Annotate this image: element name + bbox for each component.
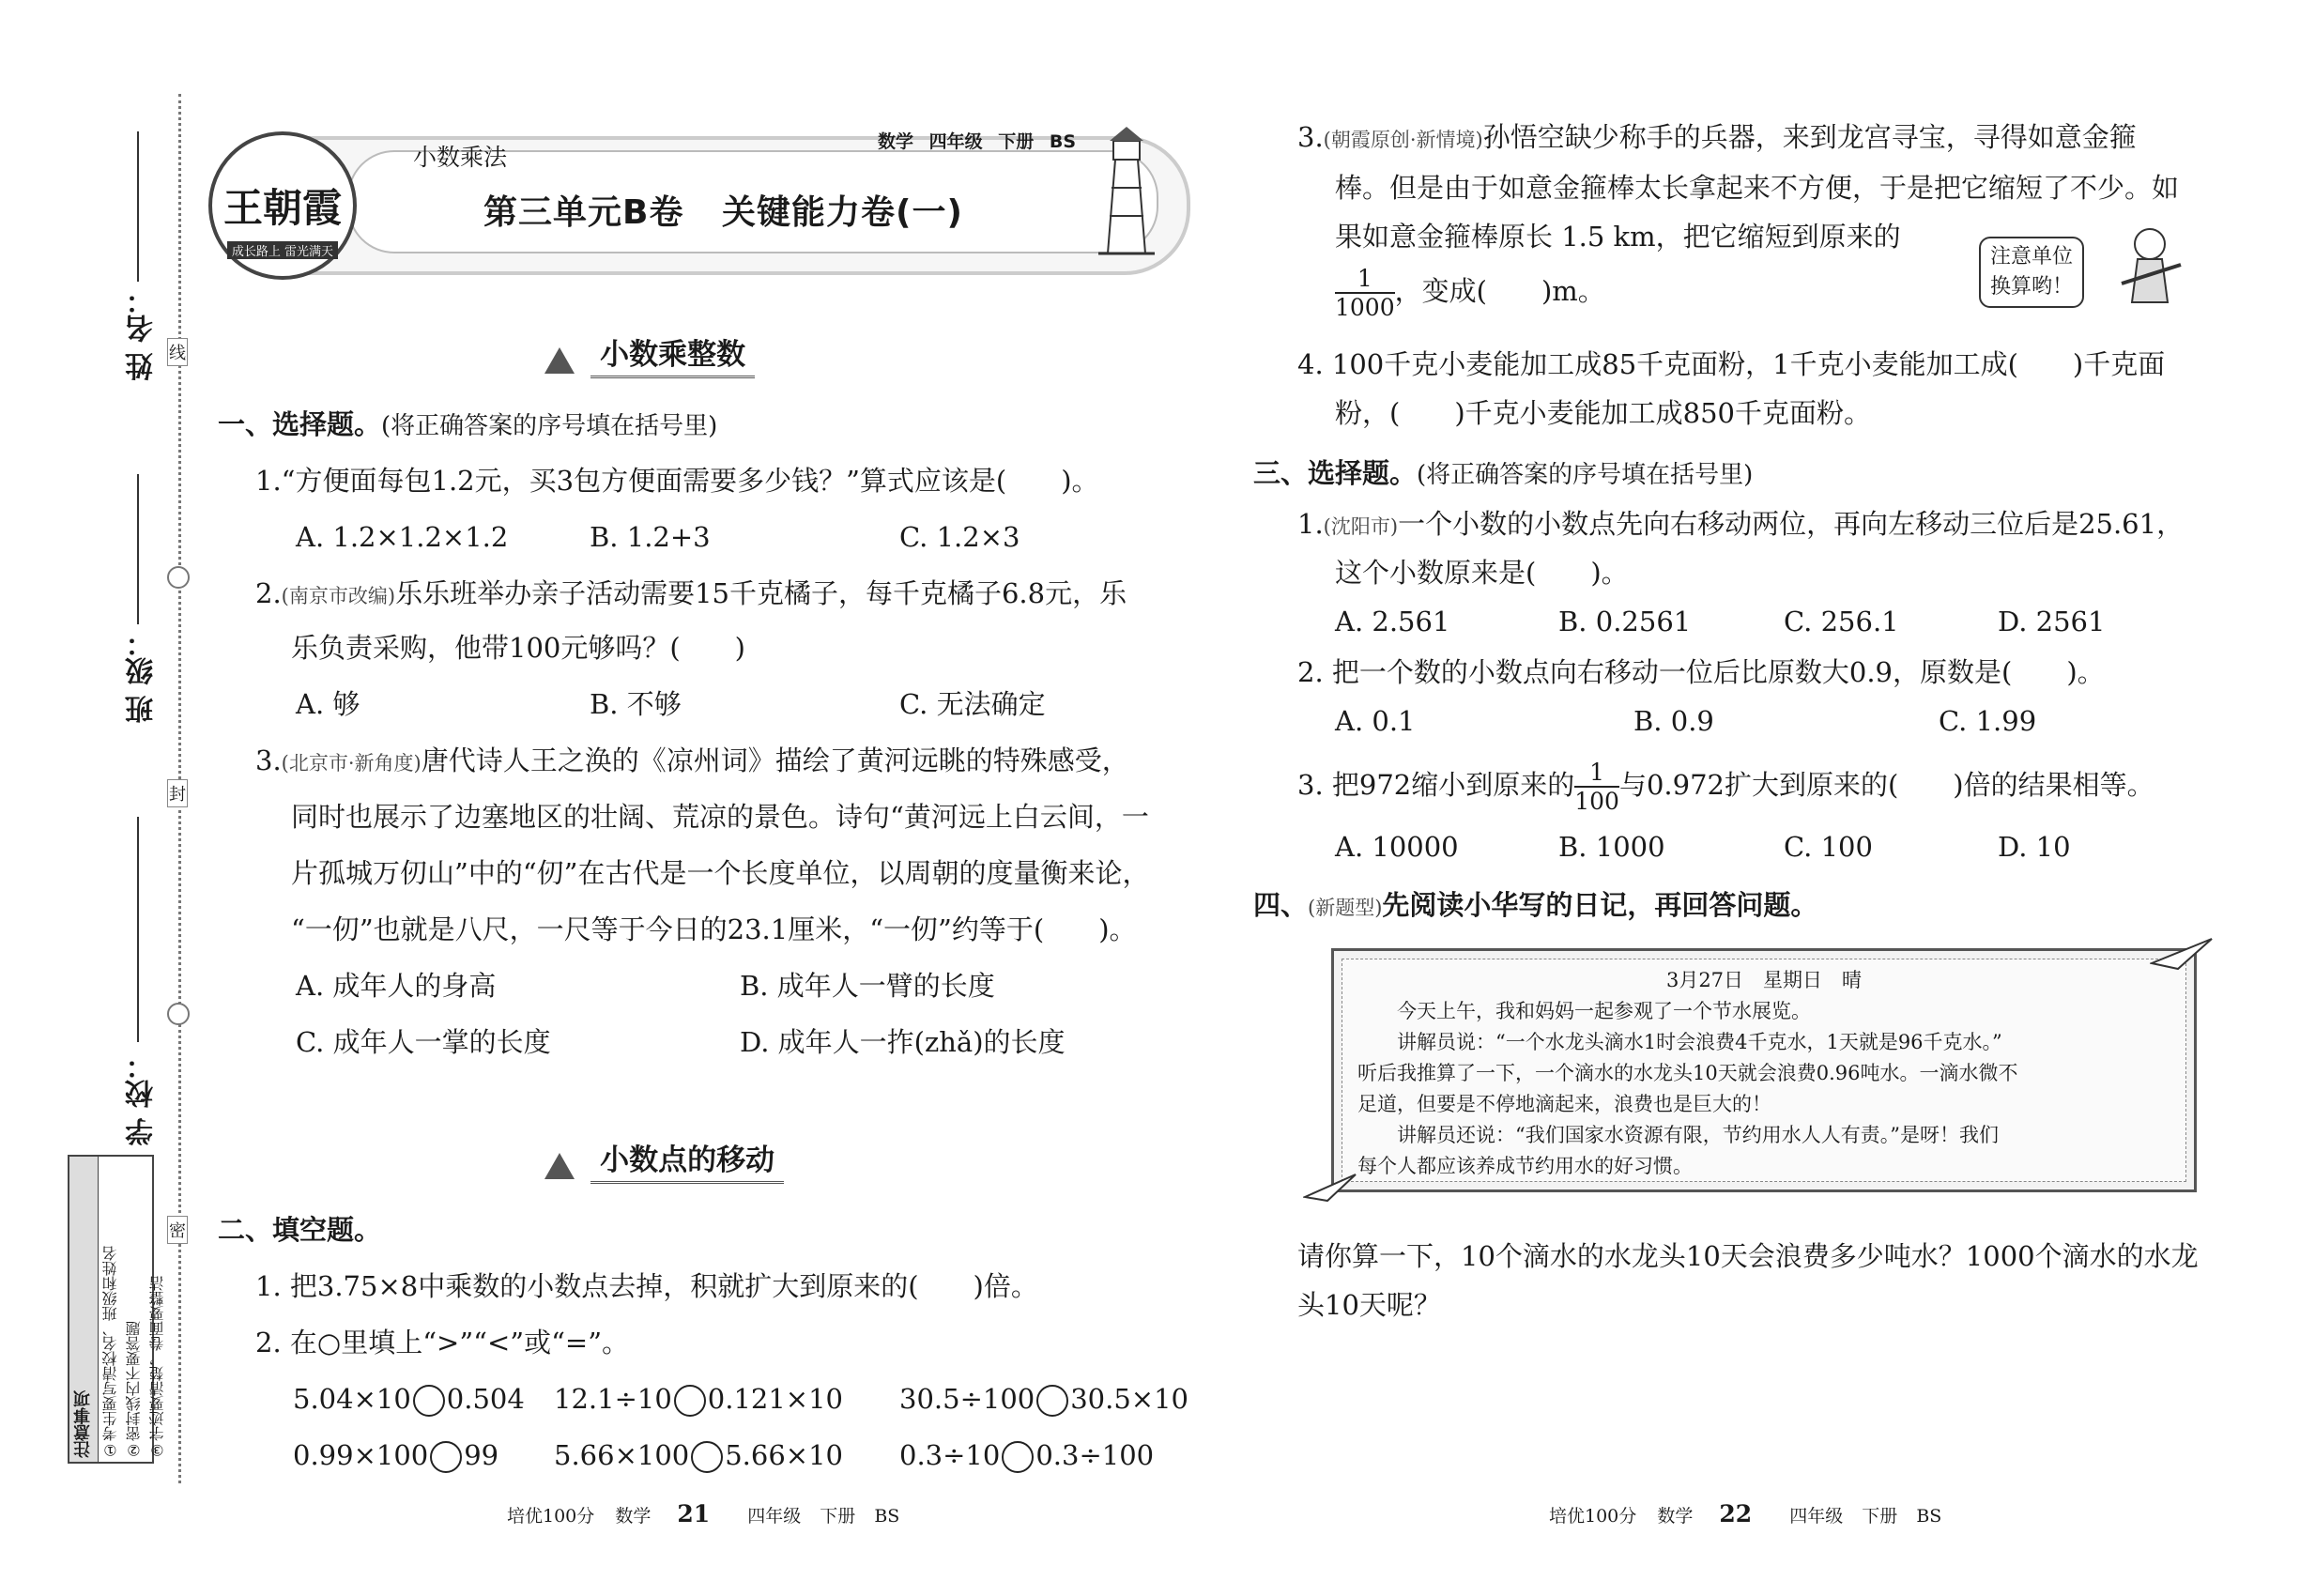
option[interactable]: D. 10 <box>1998 831 2071 863</box>
fill-question-2: 2. 在○里填上“>”“<”或“=”。 <box>255 1327 630 1358</box>
option[interactable]: C. 1.2×3 <box>899 521 1020 553</box>
choice-question-3: 3. 把972缩小到原来的 $\frac{1}{100}$ 与0.972扩大到原来的( )倍的结果相等。 <box>1297 759 2154 815</box>
fraction: $\frac{1}{100}$ <box>1574 759 1619 815</box>
answer-circle[interactable] <box>1002 1441 1034 1473</box>
question-2: 2.(南京市改编)乐乐班举办亲子活动需要15千克橘子，每千克橘子6.8元，乐 <box>255 577 1127 609</box>
fraction: $\frac{1}{1000}$ <box>1335 265 1395 321</box>
option[interactable]: B. 0.9 <box>1633 705 1714 737</box>
compare-item: 5.04×10 0.504 <box>293 1383 525 1415</box>
fill-question-1: 1. 把3.75×8中乘数的小数点去掉，积就扩大到原来的( )倍。 <box>255 1270 1038 1302</box>
notes-item: ③字迹要清楚，卷面要整洁 <box>148 1276 166 1459</box>
option[interactable]: A. 成年人的身高 <box>296 970 497 1002</box>
meta-term: 下册 <box>998 131 1035 152</box>
option[interactable]: B. 0.2561 <box>1558 606 1692 637</box>
option[interactable]: A. 10000 <box>1335 831 1459 863</box>
option[interactable]: C. 100 <box>1784 831 1873 863</box>
seal-mark-seal: 封 <box>167 779 188 807</box>
logo-slogan: 成长路上 雷光满天 <box>227 241 338 259</box>
part3-heading: 三、选择题。(将正确答案的序号填在括号里) <box>1253 457 1754 489</box>
section-title: 小数点的移动 <box>590 1143 784 1184</box>
choice-question-1-cont: 这个小数原来是( )。 <box>1335 557 1629 589</box>
diary-line: 每个人都应该养成节约用水的好习惯。 <box>1357 1155 1693 1177</box>
option[interactable]: C. 256.1 <box>1784 606 1899 637</box>
diary-date: 3月27日 星期日 晴 <box>1665 969 1863 991</box>
fill-question-3-cont: 棒。但是由于如意金箍棒太长拿起来不方便，于是把它缩短了不少。如 <box>1335 172 2180 204</box>
part4-heading: 四、(新题型)先阅读小华写的日记，再回答问题。 <box>1253 889 1818 921</box>
diary-question-cont: 头10天呢？ <box>1297 1289 1441 1321</box>
option[interactable]: C. 1.99 <box>1939 705 2037 737</box>
question-3-cont: “一仞”也就是八尺，一尺等于今日的23.1厘米，“一仞”约等于( )。 <box>291 913 1137 945</box>
option[interactable]: B. 1.2+3 <box>590 521 711 553</box>
question-3-cont: 片孤城万仞山”中的“仞”在古代是一个长度单位，以周朝的度量衡来论， <box>291 857 1150 889</box>
option[interactable]: C. 无法确定 <box>899 688 1046 720</box>
seal-mark-secret: 密 <box>167 1216 188 1244</box>
option[interactable]: B. 成年人一臂的长度 <box>740 970 995 1002</box>
meta-edition: BS <box>1049 131 1077 152</box>
source-tag: (南京市改编) <box>281 585 396 607</box>
notes-box <box>68 1155 166 1464</box>
notes-item: ①考生要写清校名、班级和姓名 <box>101 1246 119 1459</box>
source-tag: (新题型) <box>1308 897 1383 919</box>
option[interactable]: A. 够 <box>296 688 360 720</box>
diary-line: 讲解员说：“一个水龙头滴水1时会浪费4千克水，1天就是96千克水。” <box>1397 1031 2002 1053</box>
compare-item: 0.99×100 99 <box>293 1439 499 1471</box>
publisher-logo <box>208 131 357 280</box>
diary-line: 听后我推算了一下，一个滴水的水龙头10天就会浪费0.96吨水。一滴水微不 <box>1357 1062 2018 1084</box>
fill-question-3-cont: 果如意金箍棒原长 1.5 km，把它缩短到原来的 <box>1335 221 1901 253</box>
paper-plane-icon <box>2150 935 2216 973</box>
question-3-cont: 同时也展示了边塞地区的壮阔、荒凉的景色。诗句“黄河远上白云间，一 <box>291 801 1149 833</box>
meta-grade: 四年级 <box>928 131 983 152</box>
answer-circle[interactable] <box>1036 1385 1068 1417</box>
section-title: 小数乘整数 <box>590 338 755 378</box>
part1-heading: 一、选择题。(将正确答案的序号填在括号里) <box>218 408 718 440</box>
diary-box <box>1331 948 2197 1192</box>
notes-title: 注意事项 <box>69 1157 99 1462</box>
book-meta <box>878 128 1076 153</box>
fill-question-3-cont: $\frac{1}{1000}$ ，变成( )m。 <box>1335 265 1605 321</box>
logo-text: 王朝霞 <box>222 185 342 231</box>
notes-item: ②密封线内不要答题 <box>125 1321 143 1459</box>
option[interactable]: A. 0.1 <box>1335 705 1416 737</box>
diary-question: 请你算一下，10个滴水的水龙头10天会浪费多少吨水？1000个滴水的水龙 <box>1297 1240 2199 1272</box>
page-footer-left: 培优100分 数学 21 四年级 下册 BS <box>507 1500 900 1527</box>
option[interactable]: A. 2.561 <box>1335 606 1450 637</box>
paper-plane-icon <box>1303 1169 1359 1206</box>
question-1: 1.“方便面每包1.2元，买3包方便面需要多少钱？”算式应该是( )。 <box>255 465 1099 497</box>
answer-circle[interactable] <box>691 1441 723 1473</box>
speech-bubble: 注意单位 换算哟！ <box>1979 237 2084 308</box>
name-field[interactable] <box>137 131 139 282</box>
meta-subject: 数学 <box>878 131 914 152</box>
compare-item: 30.5÷100 30.5×10 <box>899 1383 1189 1415</box>
topic-label: 小数乘法 <box>413 144 508 171</box>
section-heading-1 <box>544 330 755 374</box>
diary-line: 足道，但要是不停地滴起来，浪费也是巨大的！ <box>1357 1093 1771 1115</box>
monkey-king-icon <box>2117 218 2183 321</box>
source-tag: (北京市·新角度) <box>281 752 422 775</box>
page-number: 21 <box>677 1500 711 1527</box>
binding-hole-icon <box>167 566 190 589</box>
name-label: 姓 名： <box>126 286 159 381</box>
answer-circle[interactable] <box>413 1385 445 1417</box>
school-field[interactable] <box>137 817 139 1042</box>
fill-question-4-cont: 粉，( )千克小麦能加工成850千克面粉。 <box>1335 397 1871 429</box>
option[interactable]: A. 1.2×1.2×1.2 <box>296 521 509 553</box>
source-tag: (朝霞原创·新情境) <box>1323 129 1483 151</box>
answer-circle[interactable] <box>674 1385 706 1417</box>
section-heading-2 <box>544 1136 784 1179</box>
option[interactable]: B. 不够 <box>590 688 682 720</box>
seal-mark-line: 线 <box>167 338 188 366</box>
option[interactable]: B. 1000 <box>1558 831 1665 863</box>
option[interactable]: D. 成年人一拃(zhǎ)的长度 <box>740 1026 1066 1058</box>
question-3: 3.(北京市·新角度)唐代诗人王之涣的《凉州词》描绘了黄河远眺的特殊感受， <box>255 744 1129 776</box>
question-2-cont: 乐负责采购，他带100元够吗？( ) <box>291 632 745 664</box>
binding-hole-icon <box>167 1003 190 1025</box>
source-tag: (沈阳市) <box>1323 515 1399 538</box>
option[interactable]: D. 2561 <box>1998 606 2106 637</box>
answer-circle[interactable] <box>430 1441 462 1473</box>
choice-question-1: 1.(沈阳市)一个小数的小数点先向右移动两位，再向左移动三位后是25.61， <box>1297 508 2185 540</box>
page-title: 第三单元B卷 关键能力卷(一) <box>483 193 963 232</box>
compare-item: 12.1÷10 0.121×10 <box>554 1383 844 1415</box>
page-footer-right: 培优100分 数学 22 四年级 下册 BS <box>1549 1500 1942 1527</box>
fill-question-4: 4. 100千克小麦能加工成85千克面粉，1千克小麦能加工成( )千克面 <box>1297 348 2166 380</box>
option[interactable]: C. 成年人一掌的长度 <box>296 1026 551 1058</box>
class-field[interactable] <box>137 474 139 624</box>
lighthouse-icon <box>1080 122 1173 263</box>
compare-item: 5.66×100 5.66×10 <box>554 1439 844 1471</box>
fill-question-3: 3.(朝霞原创·新情境)孙悟空缺少称手的兵器，来到龙宫寻宝，寻得如意金箍 <box>1297 121 2137 153</box>
diary-line: 讲解员还说：“我们国家水资源有限，节约用水人人有责。”是呀！我们 <box>1397 1124 1999 1146</box>
sailboat-icon <box>544 347 575 374</box>
sailboat-icon <box>544 1153 575 1179</box>
choice-question-2: 2. 把一个数的小数点向右移动一位后比原数大0.9，原数是( )。 <box>1297 656 2105 688</box>
school-label: 学 校： <box>126 1051 159 1146</box>
class-label: 班 级： <box>126 629 159 724</box>
compare-item: 0.3÷10 0.3÷100 <box>899 1439 1155 1471</box>
diary-line: 今天上午，我和妈妈一起参观了一个节水展览。 <box>1397 1000 1811 1022</box>
page-number: 22 <box>1719 1500 1753 1527</box>
part2-heading: 二、填空题。 <box>218 1214 382 1246</box>
